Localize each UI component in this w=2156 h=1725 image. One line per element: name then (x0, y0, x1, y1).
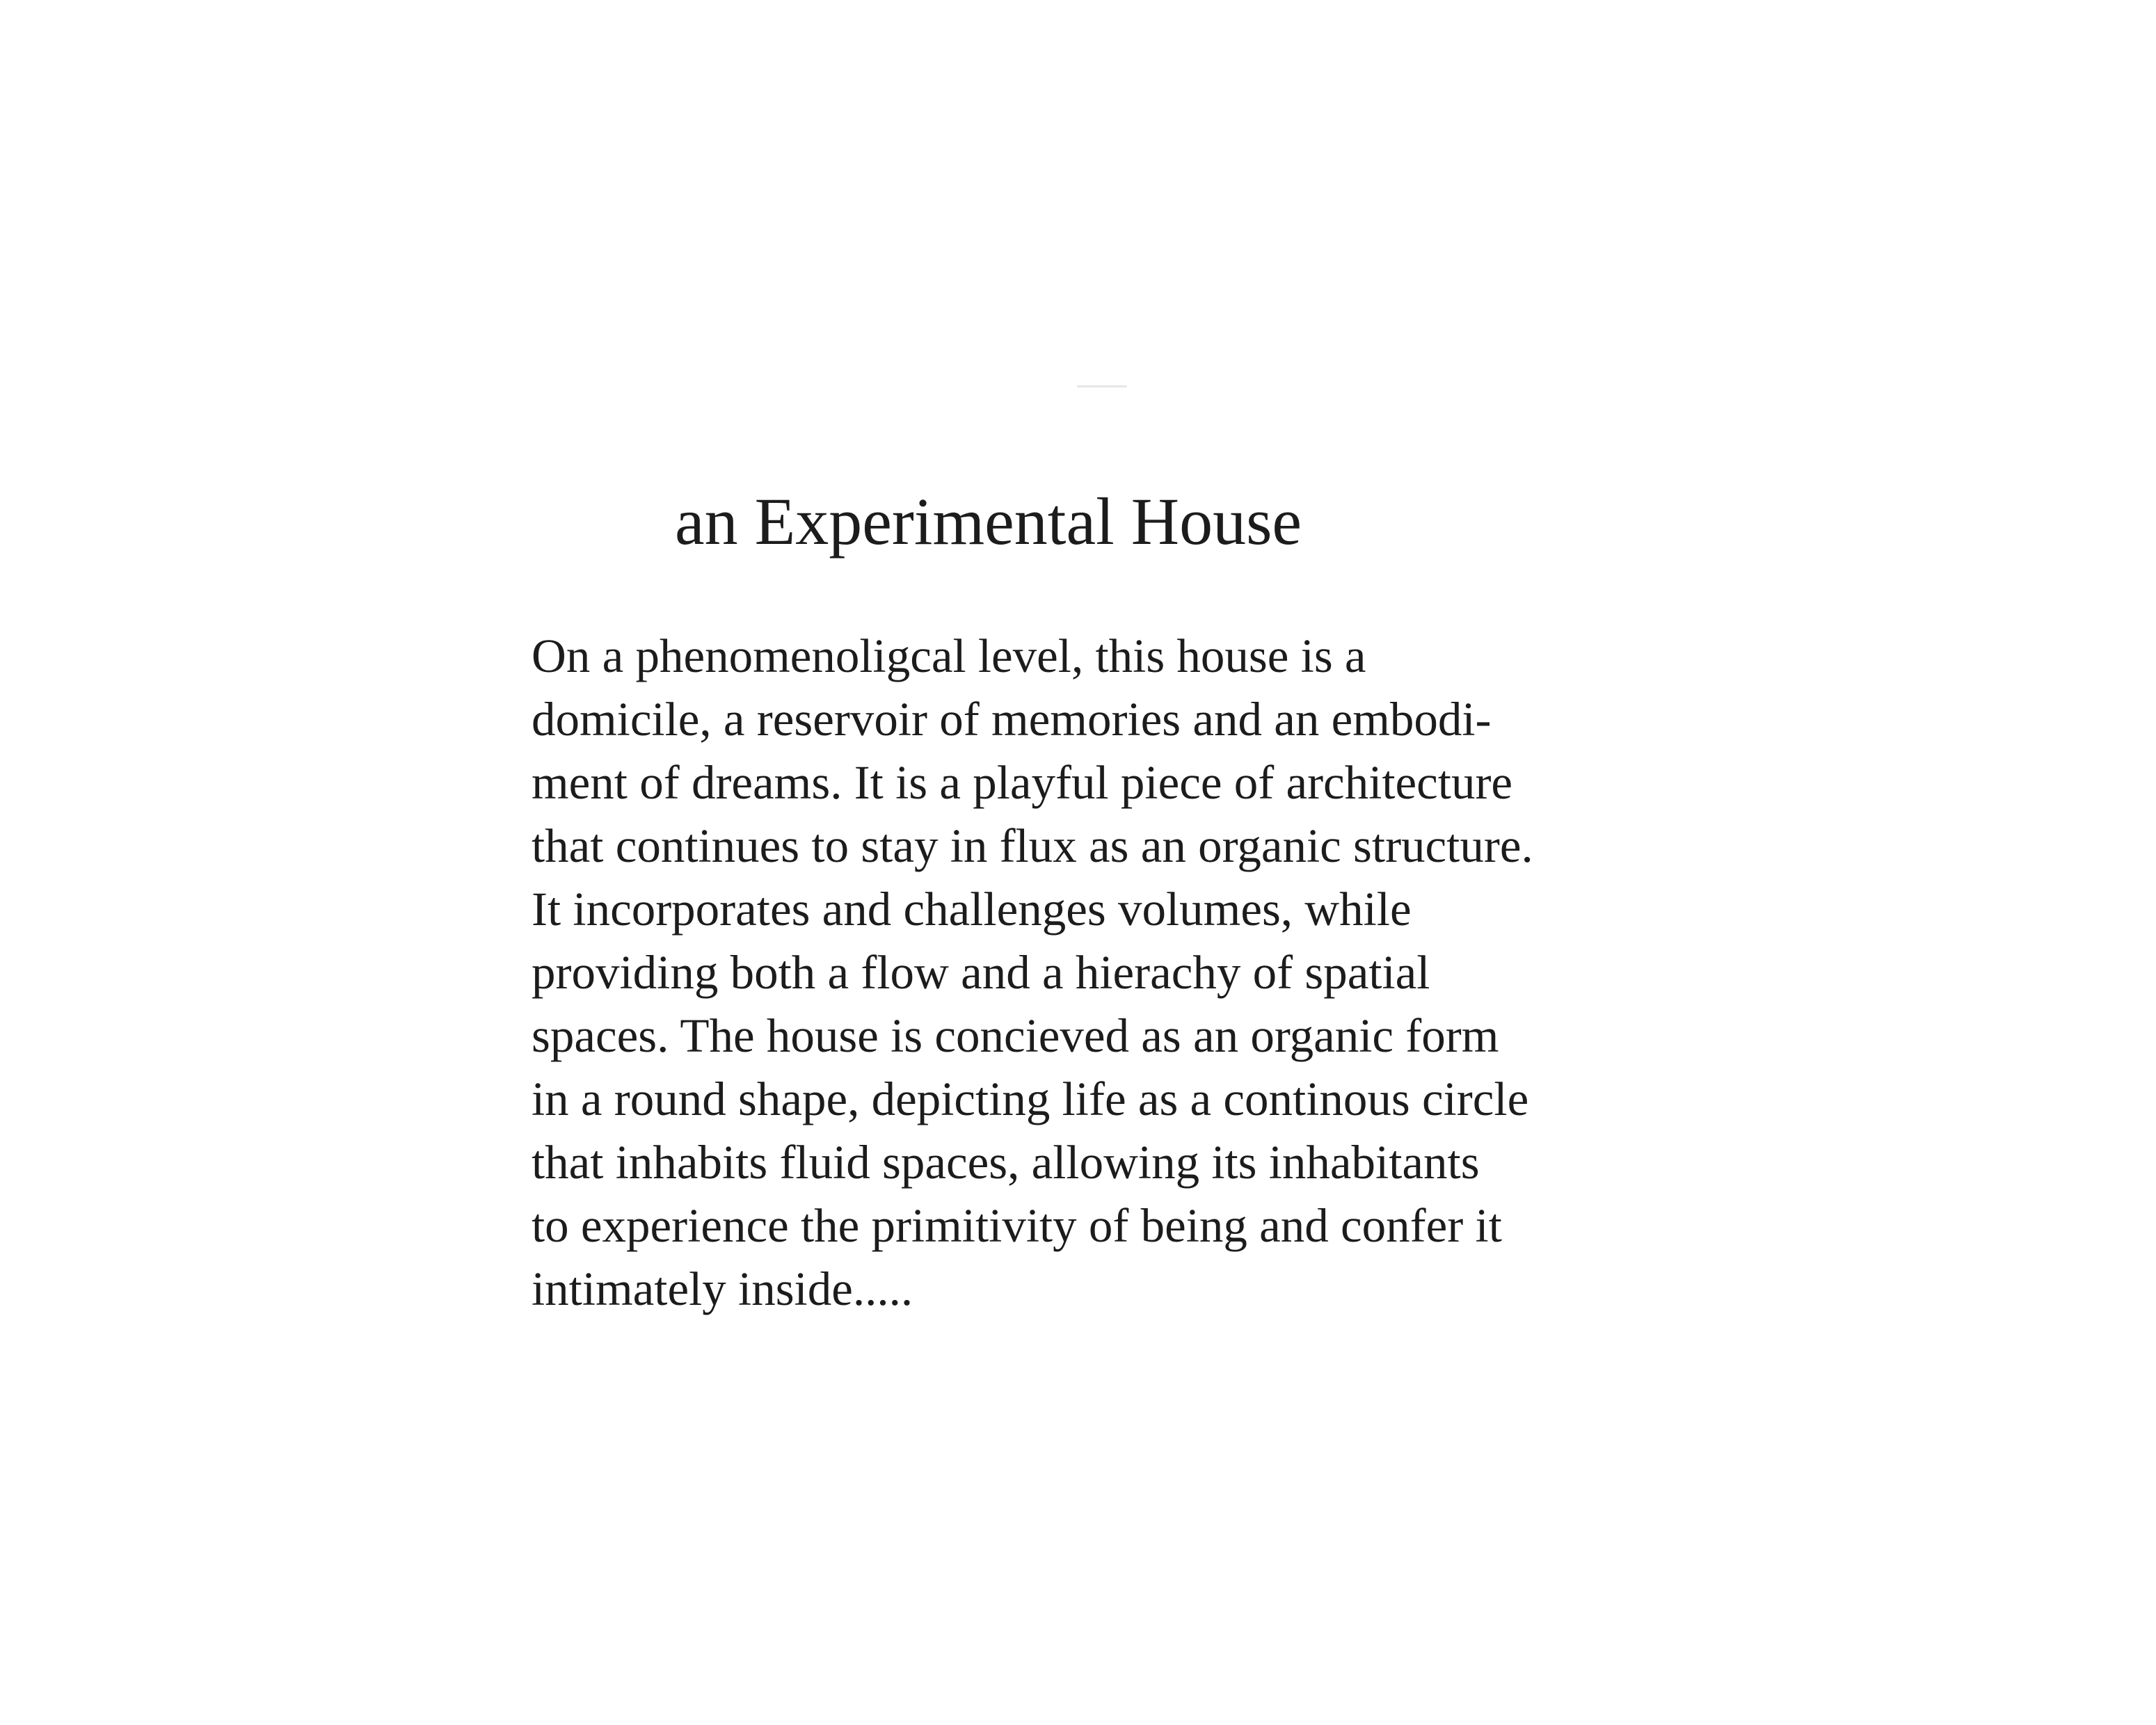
scan-artifact-mark (1077, 385, 1127, 387)
body-line: domicile, a reservoir of memories and an embodi- (532, 693, 1492, 746)
body-paragraph (532, 625, 1714, 1321)
body-line: to experience the primitivity of being and confer it (532, 1199, 1502, 1252)
body-line: in a round shape, depicting life as a continous circle (532, 1073, 1529, 1125)
body-line: that continues to stay in flux as an organic structure. (532, 819, 1533, 872)
body-line: that inhabits fluid spaces, allowing its inhabitants (532, 1136, 1480, 1189)
body-line: It incorporates and challenges volumes, while (532, 883, 1412, 936)
body-line: spaces. The house is concieved as an organic form (532, 1009, 1499, 1062)
body-line: On a phenomenoligcal level, this house is a (532, 629, 1366, 682)
body-line: ment of dreams. It is a playful piece of architecture (532, 756, 1513, 809)
body-line: intimately inside..... (532, 1262, 913, 1315)
page-title: an Experimental House (675, 484, 1302, 559)
body-line: providing both a flow and a hierachy of spatial (532, 946, 1430, 999)
